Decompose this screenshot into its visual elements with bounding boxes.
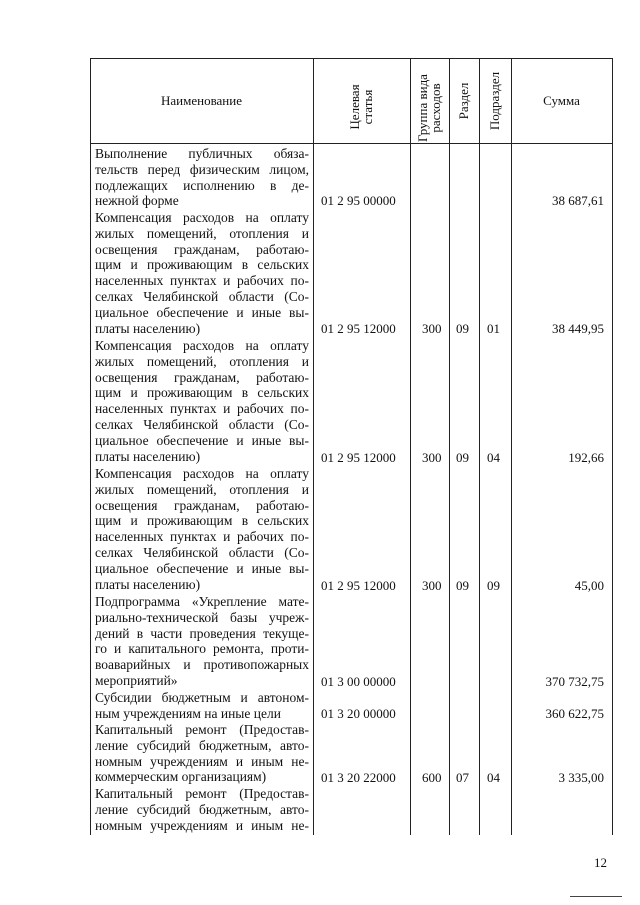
row-name: Капитальный ремонт (Предостав- ление субсидий бюджетным, авто- номным учреждениям и иным не- коммерческим организациям): [95, 722, 309, 785]
header-sum: Сумма: [543, 92, 580, 108]
row-code: 01 2 95 12000: [321, 321, 396, 336]
row-subsection: 09: [487, 578, 500, 593]
row-sum: 3 335,00: [558, 770, 604, 785]
row-code: 01 3 20 00000: [321, 706, 396, 721]
row-group: 300: [422, 578, 442, 593]
row-code: 01 2 95 00000: [321, 193, 396, 208]
row-name: Компенсация расходов на оплату жилых помещений, отопления и освещения гражданам, работаю- щим и проживающим в сельских населенных пунктах и рабочих по- селках Челябинской области (Со- циальное обеспечение и иные вы- платы населению): [95, 466, 309, 592]
row-code: 01 2 95 12000: [321, 450, 396, 465]
row-name: Подпрограмма «Укрепление мате- риально-технической базы учреж- дений в части проведения текуще- го и капитального ремонта, проти- воаварийных и противопожарных мероприятий»: [95, 594, 309, 688]
row-name: Компенсация расходов на оплату жилых помещений, отопления и освещения гражданам, работаю- щим и проживающим в сельских населенных пунктах и рабочих по- селках Челябинской области (Со- циальное обеспечение и иные вы- платы населению): [95, 338, 309, 464]
row-section: 09: [456, 578, 469, 593]
row-code: 01 3 20 22000: [321, 770, 396, 785]
row-section: 09: [456, 450, 469, 465]
column-divider: [479, 58, 480, 835]
row-name: Компенсация расходов на оплату жилых помещений, отопления и освещения гражданам, работаю- щим и проживающим в сельских населенных пунктах и рабочих по- селках Челябинской области (Со- циальное обеспечение и иные вы- платы населению): [95, 210, 309, 336]
row-code: 01 3 00 00000: [321, 674, 396, 689]
footer-line: [570, 896, 622, 897]
header-subsection: Подраздел: [487, 71, 502, 131]
row-sum: 370 732,75: [545, 674, 604, 689]
row-group: 300: [422, 450, 442, 465]
row-name: Выполнение публичных обяза- тельств перед физическим лицом, подлежащих исполнению в де- нежной форме: [95, 146, 309, 209]
header-group: Группа вида расходов: [415, 74, 443, 142]
header-name: Наименование: [161, 92, 242, 108]
row-subsection: 04: [487, 450, 500, 465]
row-group: 600: [422, 770, 442, 785]
header-code: Целевая статья: [347, 84, 375, 130]
table-border-left: [90, 58, 91, 835]
page-number: 12: [594, 855, 607, 870]
table-border-right: [612, 58, 613, 835]
row-subsection: 04: [487, 770, 500, 785]
row-name: Субсидии бюджетным и автоном- ным учреждениям на иные цели: [95, 690, 309, 721]
row-section: 07: [456, 770, 469, 785]
column-divider: [511, 58, 512, 835]
row-code: 01 2 95 12000: [321, 578, 396, 593]
column-divider: [410, 58, 411, 835]
row-section: 09: [456, 321, 469, 336]
column-divider: [313, 58, 314, 835]
row-sum: 38 687,61: [552, 193, 604, 208]
header-section: Раздел: [456, 82, 471, 120]
column-divider: [449, 58, 450, 835]
row-name: Капитальный ремонт (Предостав- ление субсидий бюджетным, авто- номным учреждениям и иным не-: [95, 786, 309, 833]
row-sum: 192,66: [568, 450, 604, 465]
row-sum: 38 449,95: [552, 321, 604, 336]
row-sum: 45,00: [574, 578, 604, 593]
row-group: 300: [422, 321, 442, 336]
row-subsection: 01: [487, 321, 500, 336]
row-sum: 360 622,75: [545, 706, 604, 721]
